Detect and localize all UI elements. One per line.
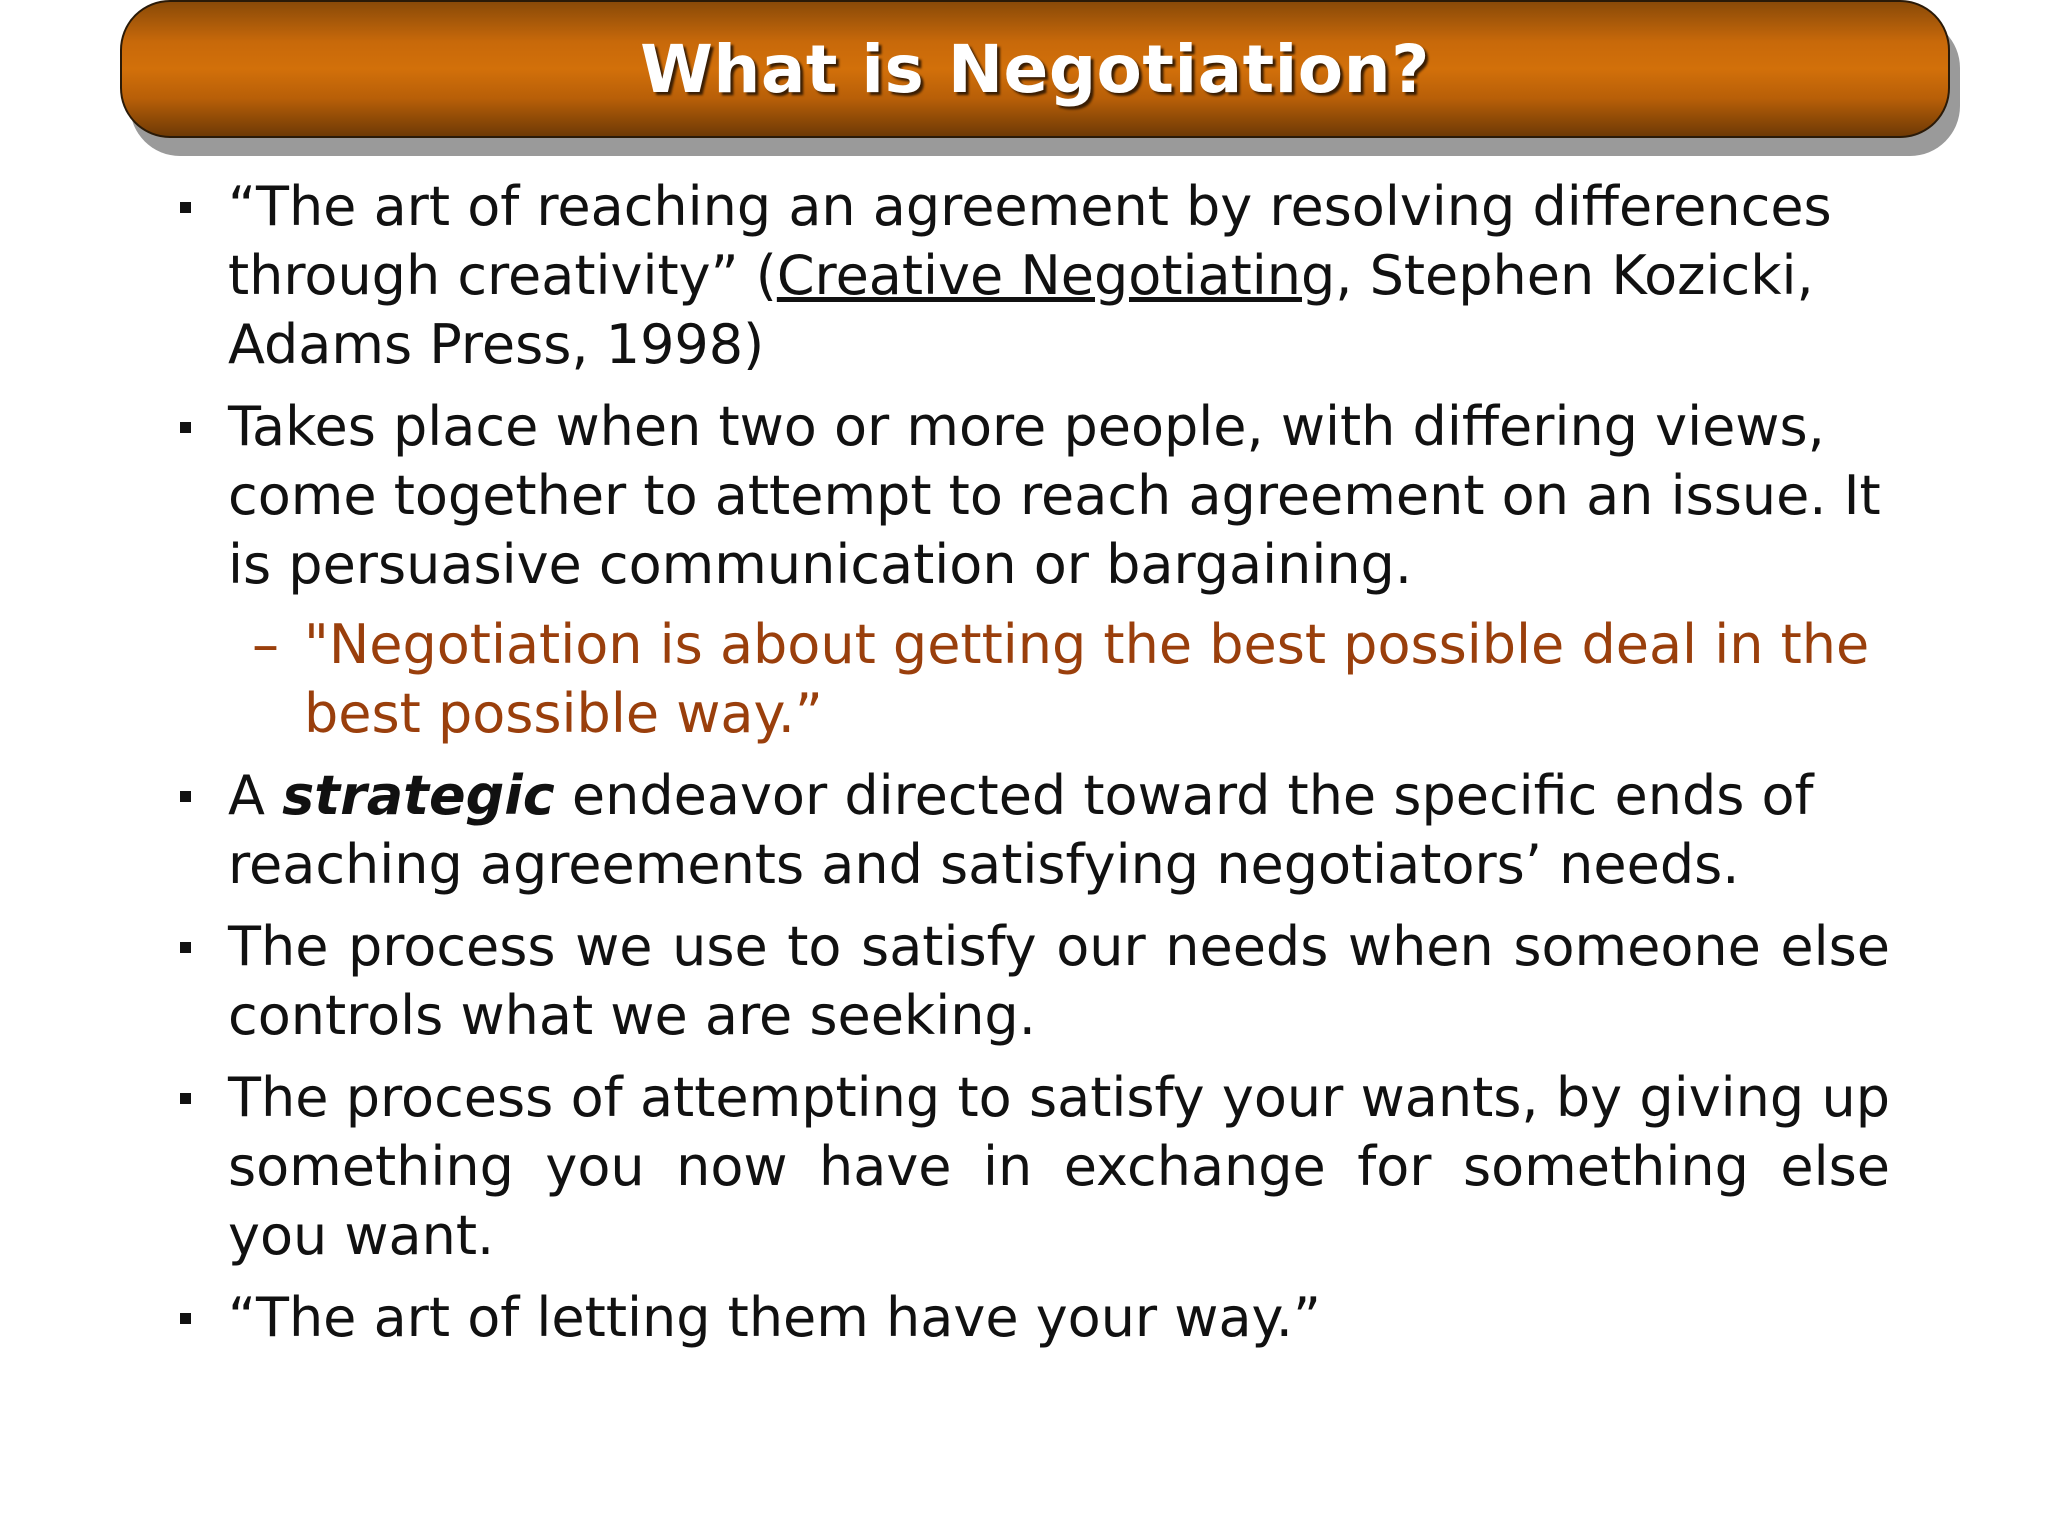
square-bullet-icon — [180, 1093, 191, 1104]
emphasis-word: strategic — [282, 764, 555, 827]
bullet-text: “The art of letting them have your way.” — [228, 1286, 1321, 1349]
sub-bullet-text: "Negotiation is about getting the best possible deal in the best possible way.” — [304, 613, 1870, 745]
bullet-item-process-wants — [168, 1063, 1890, 1270]
square-bullet-icon — [180, 422, 191, 433]
citation-text: , Stephen Kozicki, Adams Press, 1998) — [228, 244, 1814, 376]
square-bullet-icon — [180, 202, 191, 213]
bullet-text-suffix: endeavor directed toward the specific ends of reaching agreements and satisfying negotiators’ needs. — [228, 764, 1814, 896]
bullet-list — [168, 172, 1890, 1365]
bullet-text: Takes place when two or more people, with differing views, come together to attempt to reach agreement on an issue. It is persuasive communication or bargaining. — [228, 395, 1881, 596]
title-bar — [120, 0, 1950, 138]
bullet-text: “The art of reaching an agreement by resolving differences through creativity” ( — [228, 175, 1832, 307]
square-bullet-icon — [180, 942, 191, 953]
slide-title: What is Negotiation? — [640, 30, 1430, 108]
book-title-link: Creative Negotiating — [776, 244, 1336, 307]
bullet-text: The process of attempting to satisfy your wants, by giving up something you now have in exchange for something else you want. — [228, 1066, 1890, 1267]
bullet-item-strategic — [168, 761, 1890, 899]
square-bullet-icon — [180, 791, 191, 802]
square-bullet-icon — [180, 1313, 191, 1324]
bullet-text-prefix: A — [228, 764, 283, 827]
bullet-item-process-needs — [168, 912, 1890, 1050]
sub-bullet-best-deal — [168, 610, 1890, 748]
bullet-text: The process we use to satisfy our needs when someone else controls what we are seeking. — [228, 915, 1890, 1047]
bullet-item-takes-place — [168, 392, 1890, 599]
dash-bullet-icon: – — [252, 613, 279, 676]
bullet-item-your-way — [168, 1283, 1890, 1352]
bullet-item-definition-creativity — [168, 172, 1890, 379]
